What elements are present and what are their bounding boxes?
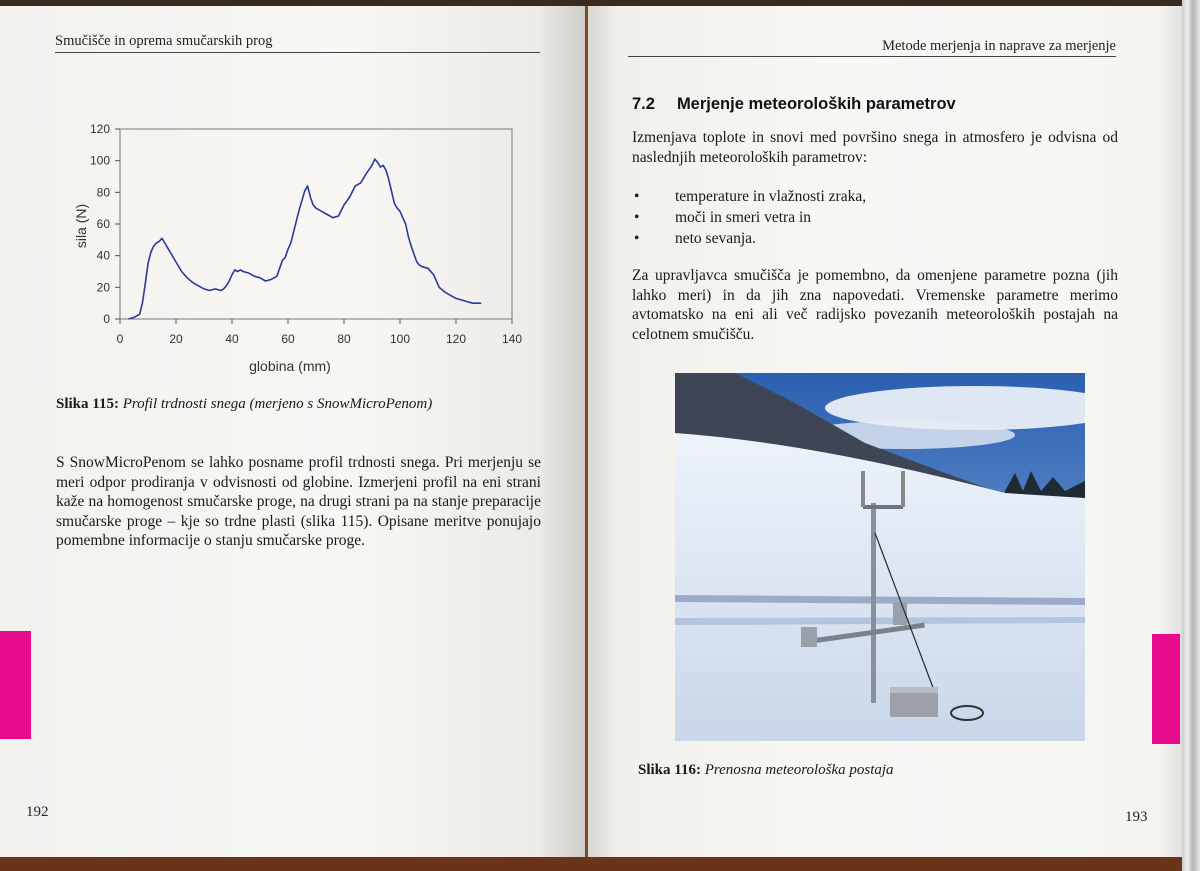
weather-station-illustration [675,373,1085,741]
bullet-icon: • [634,209,640,226]
y-tick-label: 20 [96,280,110,295]
left-thumb-tab [0,631,31,739]
chart-series [128,159,481,319]
x-axis-label: globina (mm) [249,358,331,374]
x-tick-label: 100 [389,332,411,346]
right-intro-paragraph: Izmenjava toplote in snovi med površino snega in atmosfero je odvisna od naslednjih meteoroloških parametrov: [632,129,1118,166]
x-axis-ticks [117,319,523,346]
y-tick-label: 120 [89,122,110,136]
right-page-number: 193 [1125,809,1148,825]
y-tick-label: 60 [96,217,110,231]
left-paragraph: S SnowMicroPenom se lahko posname profil trdnosti snega. Pri merjenju se meri odpor prodiranja v odvisnosti od globine. Izmerjeni profil na eni strani kaže na homogenost smučarske proge, na drugi strani pa na stanje preparacije smučarske proge – kje so trdne plasti (slika 115). Opisane meritve ponujajo pomembne informacije o stanju smučarske proge. [56,454,541,549]
list-item: • temperature in vlažnosti zraka, [634,188,867,205]
figure-115-label: Slika 115: [56,396,119,412]
list-item: • neto sevanja. [634,230,756,247]
figure-116-text: Prenosna meteorološka postaja [704,762,894,778]
right-header-rule [628,56,1116,57]
bullet-icon: • [634,188,640,205]
left-page-number: 192 [26,804,49,820]
section-heading [632,95,956,114]
right-thumb-tab [1152,634,1180,744]
y-tick-label: 80 [96,185,110,200]
left-header-rule [55,52,540,53]
left-running-head: Smučišče in oprema smučarskih prog [55,33,273,49]
bullet-icon: • [634,230,640,247]
figure-115-caption [56,396,432,413]
plot-area-border [120,129,512,319]
y-axis-ticks [90,122,120,326]
chart-svg [66,115,536,385]
figure-115-text: Profil trdnosti snega (merjeno s SnowMicroPenom) [122,396,433,412]
parameter-list [632,186,1112,249]
figure-116-caption [638,762,894,779]
section-title: Merjenje meteoroloških parametrov [676,95,956,113]
figure-116-label: Slika 116: [638,762,701,778]
right-running-head: Metode merjenja in naprave za merjenje [882,38,1116,54]
x-tick-label: 140 [501,332,523,346]
x-tick-label: 20 [169,332,183,346]
x-tick-label: 120 [445,332,467,346]
x-tick-label: 40 [225,332,239,346]
page-edges [1182,0,1200,871]
y-tick-label: 0 [103,312,110,326]
x-tick-label: 0 [116,332,124,346]
weather-station-photo [675,373,1085,741]
snow-hardness-chart [66,115,536,385]
x-tick-label: 60 [281,332,295,346]
right-paragraph: Za upravljavca smučišča je pomembno, da omenjene parametre pozna (jih lahko meri) in da jih zna napovedati. Vremenske parametre merimo avtomatsko na eni ali več radijsko povezanih meteoroloških postajah na celotnem smučišču. [632,267,1118,343]
series-line [128,159,481,319]
x-tick-label: 80 [337,332,351,346]
section-number: 7.2 [632,95,655,113]
y-axis-label: sila (N) [73,203,89,249]
chart-frame [120,129,512,319]
list-item: • moči in smeri vetra in [634,209,812,226]
y-tick-label: 40 [96,248,110,263]
y-tick-label: 100 [89,153,110,168]
